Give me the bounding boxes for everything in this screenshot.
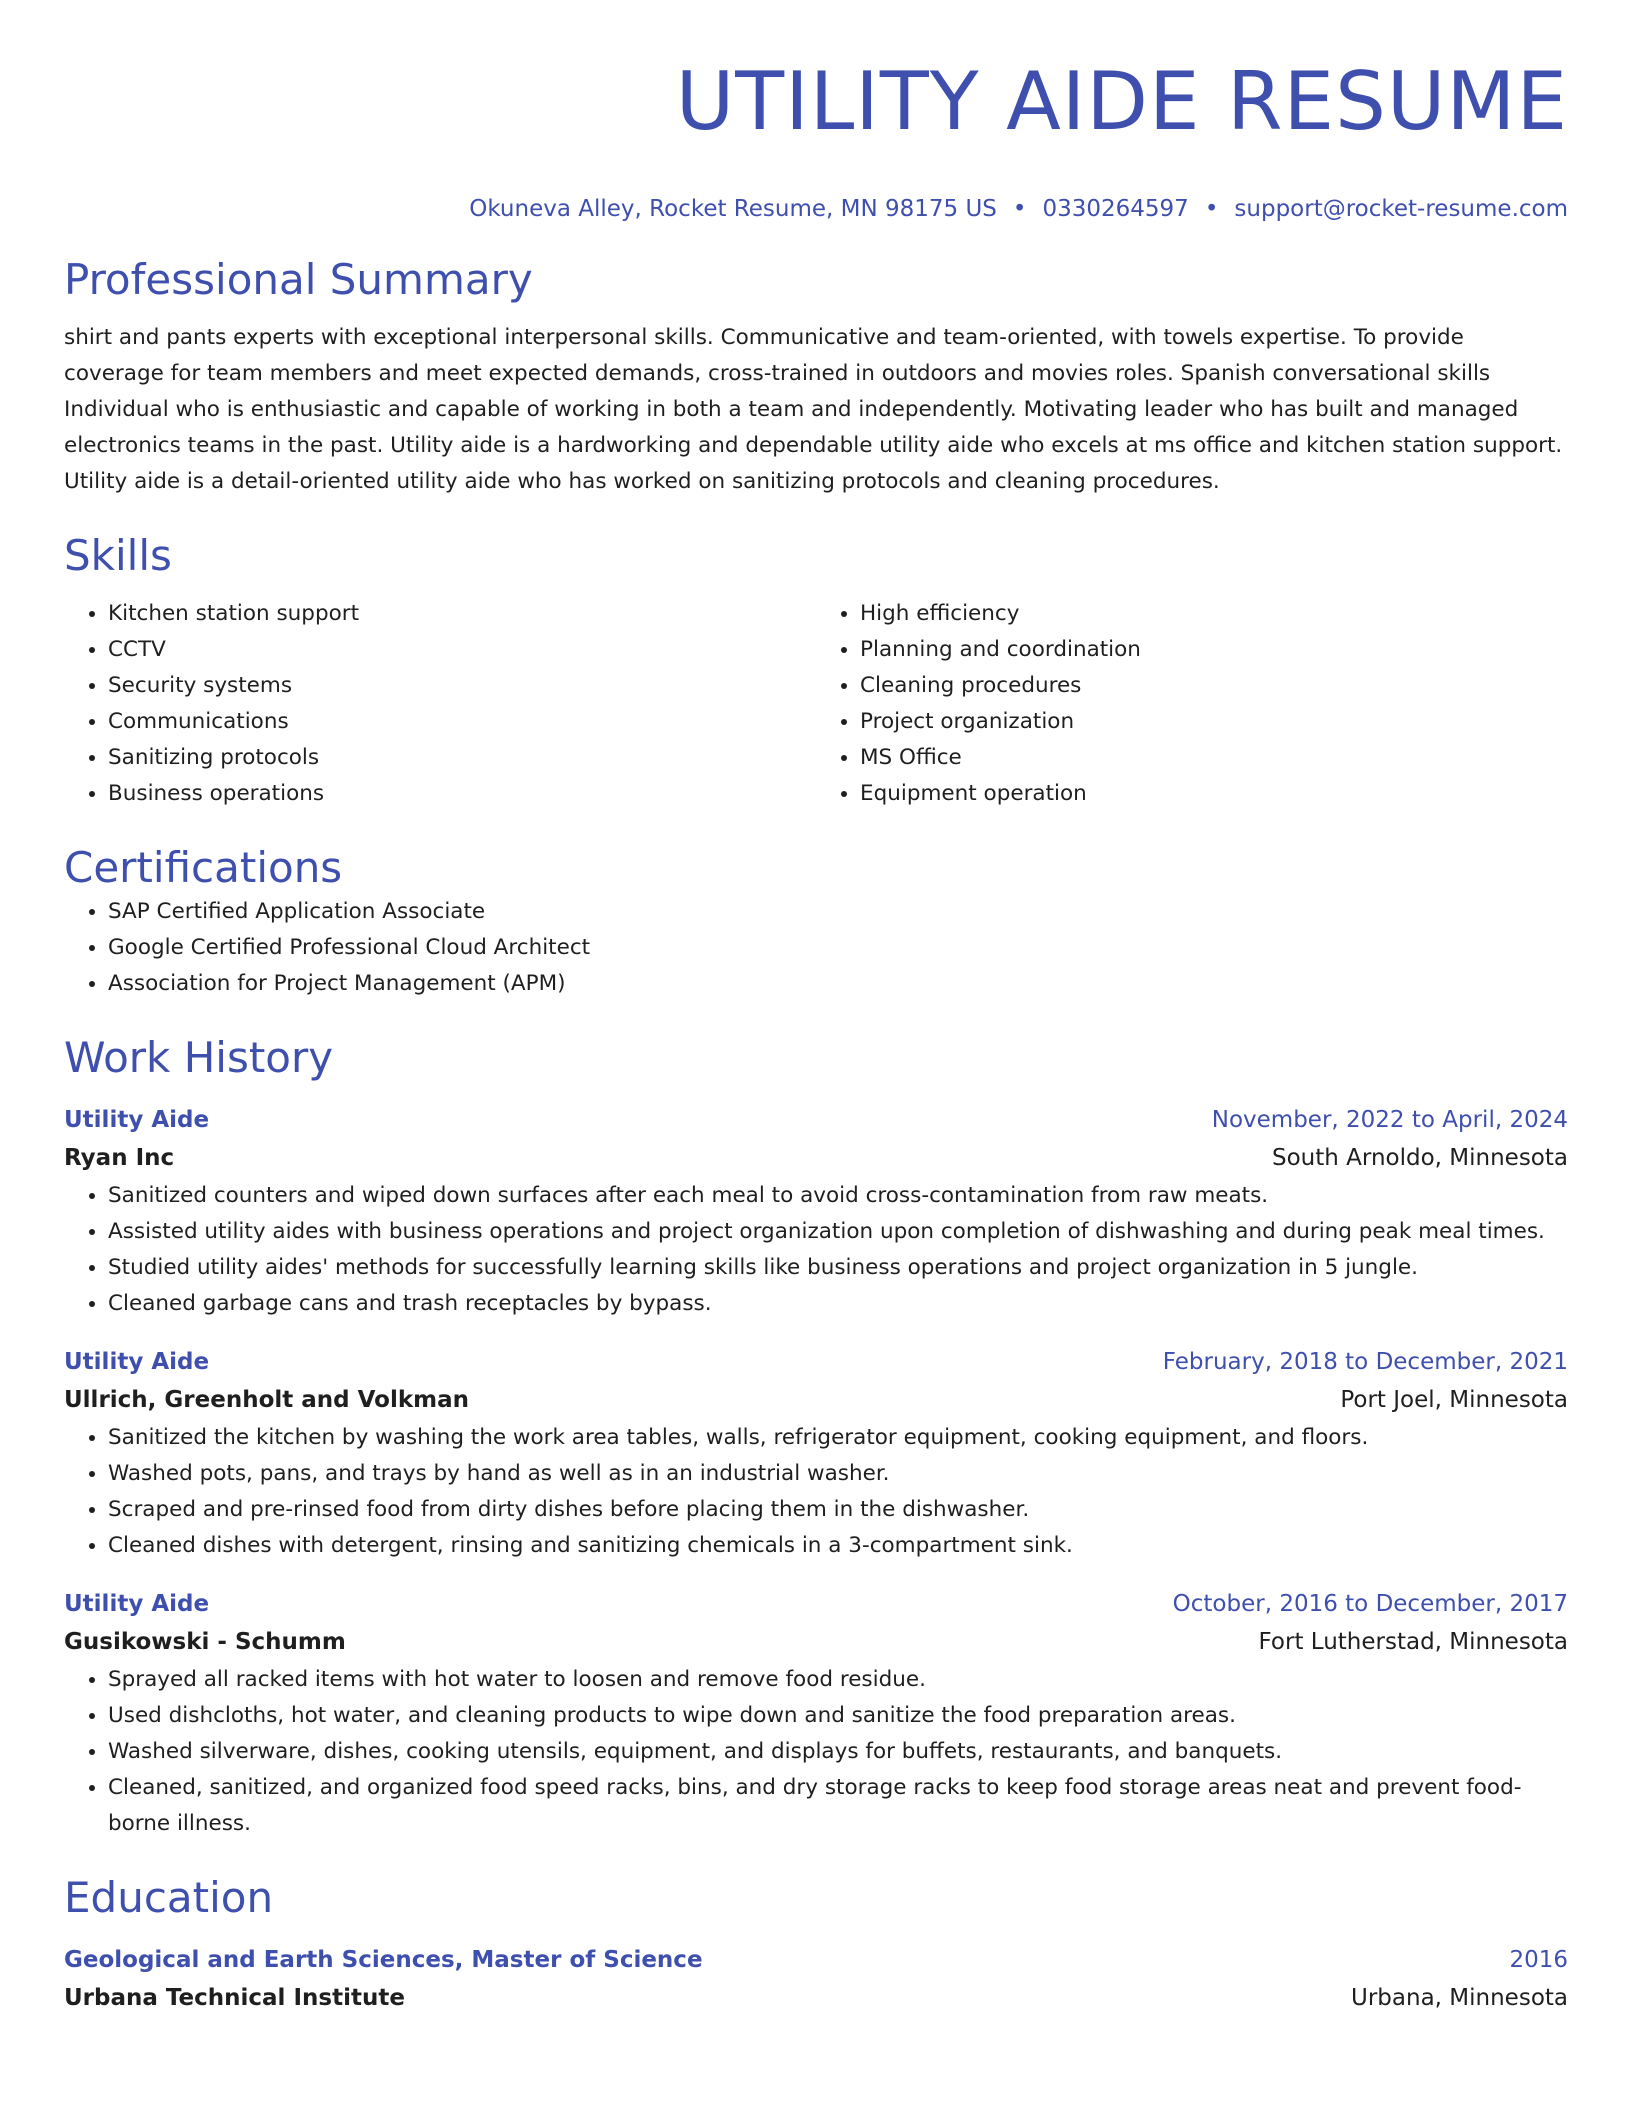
job-location: Fort Lutherstad, Minnesota xyxy=(1258,1629,1568,1655)
job-duty: • Washed silverware, dishes, cooking utensils, equipment, and displays for buffets, restaurants, and banquets. xyxy=(108,1734,1568,1770)
job-company: Ryan Inc xyxy=(64,1145,175,1171)
education-location: Urbana, Minnesota xyxy=(1351,1985,1568,2011)
skills-list xyxy=(64,596,1568,812)
job-entry xyxy=(64,1586,1568,1842)
job-duty: • Cleaned dishes with detergent, rinsing and sanitizing chemicals in a 3-compartment sink. xyxy=(108,1528,1568,1564)
work-history-list xyxy=(64,1102,1568,1842)
job-title: Utility Aide xyxy=(64,1107,210,1133)
job-dates: February, 2018 to December, 2021 xyxy=(1162,1349,1568,1375)
skills-column-left xyxy=(64,596,816,812)
job-location: South Arnoldo, Minnesota xyxy=(1272,1145,1568,1171)
job-duty: • Studied utility aides' methods for successfully learning skills like business operations and project organization in 5 jungle. xyxy=(108,1250,1568,1286)
education-header-row xyxy=(64,1942,1568,1978)
job-duty: • Washed pots, pans, and trays by hand as well as in an industrial washer. xyxy=(108,1456,1568,1492)
contact-line xyxy=(64,194,1568,224)
summary-text: shirt and pants experts with exceptional interpersonal skills. Communicative and team-oriented, with towels expertise. To provide coverage for team members and meet expected demands, cross-trained in outdoors and movies roles. Spanish conversational skills Individual who is enthusiastic and capable of working in both a team and independently. Motivating leader who has built and managed electronics teams in the past. Utility aide is a hardworking and dependable utility aide who excels at ms office and kitchen station support. Utility aide is a detail-oriented utility aide who has worked on sanitizing protocols and cleaning procedures. xyxy=(64,325,1563,494)
education-entry xyxy=(64,1942,1568,2018)
summary-heading: Professional Summary xyxy=(64,255,533,304)
resume-header xyxy=(64,0,1568,224)
education-school-row xyxy=(64,1978,1568,2018)
job-dates: November, 2022 to April, 2024 xyxy=(1211,1107,1568,1133)
job-duty: • Sanitized the kitchen by washing the work area tables, walls, refrigerator equipment, cooking equipment, and floors. xyxy=(108,1420,1568,1456)
contact-separator: • xyxy=(1012,196,1027,222)
skill-item: • Cleaning procedures xyxy=(860,668,1568,704)
skill-item: • Kitchen station support xyxy=(108,596,816,632)
education-year: 2016 xyxy=(1509,1947,1568,1973)
job-title: Utility Aide xyxy=(64,1591,210,1617)
certification-item: • SAP Certified Application Associate xyxy=(108,894,1568,930)
skill-item: • Business operations xyxy=(108,776,816,812)
skill-item: • Equipment operation xyxy=(860,776,1568,812)
job-duty: • Assisted utility aides with business operations and project organization upon completion of dishwashing and during peak meal times. xyxy=(108,1214,1568,1250)
education-heading: Education xyxy=(64,1873,274,1922)
job-duty: • Sprayed all racked items with hot water to loosen and remove food residue. xyxy=(108,1662,1568,1698)
contact-phone[interactable]: 0330264597 xyxy=(1042,196,1189,222)
job-duties xyxy=(64,1178,1568,1322)
job-title: Utility Aide xyxy=(64,1349,210,1375)
job-duty: • Sanitized counters and wiped down surfaces after each meal to avoid cross-contamination from raw meats. xyxy=(108,1178,1568,1214)
job-duty: • Cleaned garbage cans and trash receptacles by bypass. xyxy=(108,1286,1568,1322)
skill-item: • Communications xyxy=(108,704,816,740)
job-dates: October, 2016 to December, 2017 xyxy=(1172,1591,1568,1617)
job-location: Port Joel, Minnesota xyxy=(1340,1387,1568,1413)
job-company: Ullrich, Greenholt and Volkman xyxy=(64,1387,470,1413)
job-company-row xyxy=(64,1380,1568,1420)
work-history-heading: Work History xyxy=(64,1033,334,1082)
contact-address: Okuneva Alley, Rocket Resume, MN 98175 US xyxy=(469,196,997,222)
job-duty: • Scraped and pre-rinsed food from dirty dishes before placing them in the dishwasher. xyxy=(108,1492,1568,1528)
skills-heading: Skills xyxy=(64,531,172,580)
skill-item: • Planning and coordination xyxy=(860,632,1568,668)
job-header-row xyxy=(64,1102,1568,1138)
skill-item: • CCTV xyxy=(108,632,816,668)
skill-item: • Sanitizing protocols xyxy=(108,740,816,776)
skill-item: • Security systems xyxy=(108,668,816,704)
certifications-list xyxy=(64,894,1568,1002)
resume-name: UTILITY AIDE RESUME xyxy=(675,55,1568,148)
skill-item: • Project organization xyxy=(860,704,1568,740)
job-company: Gusikowski - Schumm xyxy=(64,1629,346,1655)
job-entry xyxy=(64,1102,1568,1322)
job-duty: • Cleaned, sanitized, and organized food speed racks, bins, and dry storage racks to keep food storage areas neat and prevent food-borne illness. xyxy=(108,1770,1568,1842)
education-school: Urbana Technical Institute xyxy=(64,1985,405,2011)
certification-item: • Association for Project Management (APM) xyxy=(108,966,1568,1002)
job-company-row xyxy=(64,1622,1568,1662)
job-duties xyxy=(64,1420,1568,1564)
job-duties xyxy=(64,1662,1568,1842)
education-degree: Geological and Earth Sciences, Master of Science xyxy=(64,1947,703,1973)
job-entry xyxy=(64,1344,1568,1564)
job-company-row xyxy=(64,1138,1568,1178)
skills-column-right xyxy=(816,596,1568,812)
skill-item: • MS Office xyxy=(860,740,1568,776)
contact-email[interactable]: support@rocket-resume.com xyxy=(1234,196,1568,222)
certification-item: • Google Certified Professional Cloud Architect xyxy=(108,930,1568,966)
contact-separator: • xyxy=(1204,196,1219,222)
job-header-row xyxy=(64,1344,1568,1380)
job-header-row xyxy=(64,1586,1568,1622)
skill-item: • High efficiency xyxy=(860,596,1568,632)
job-duty: • Used dishcloths, hot water, and cleaning products to wipe down and sanitize the food preparation areas. xyxy=(108,1698,1568,1734)
certifications-heading: Certifications xyxy=(64,843,343,892)
